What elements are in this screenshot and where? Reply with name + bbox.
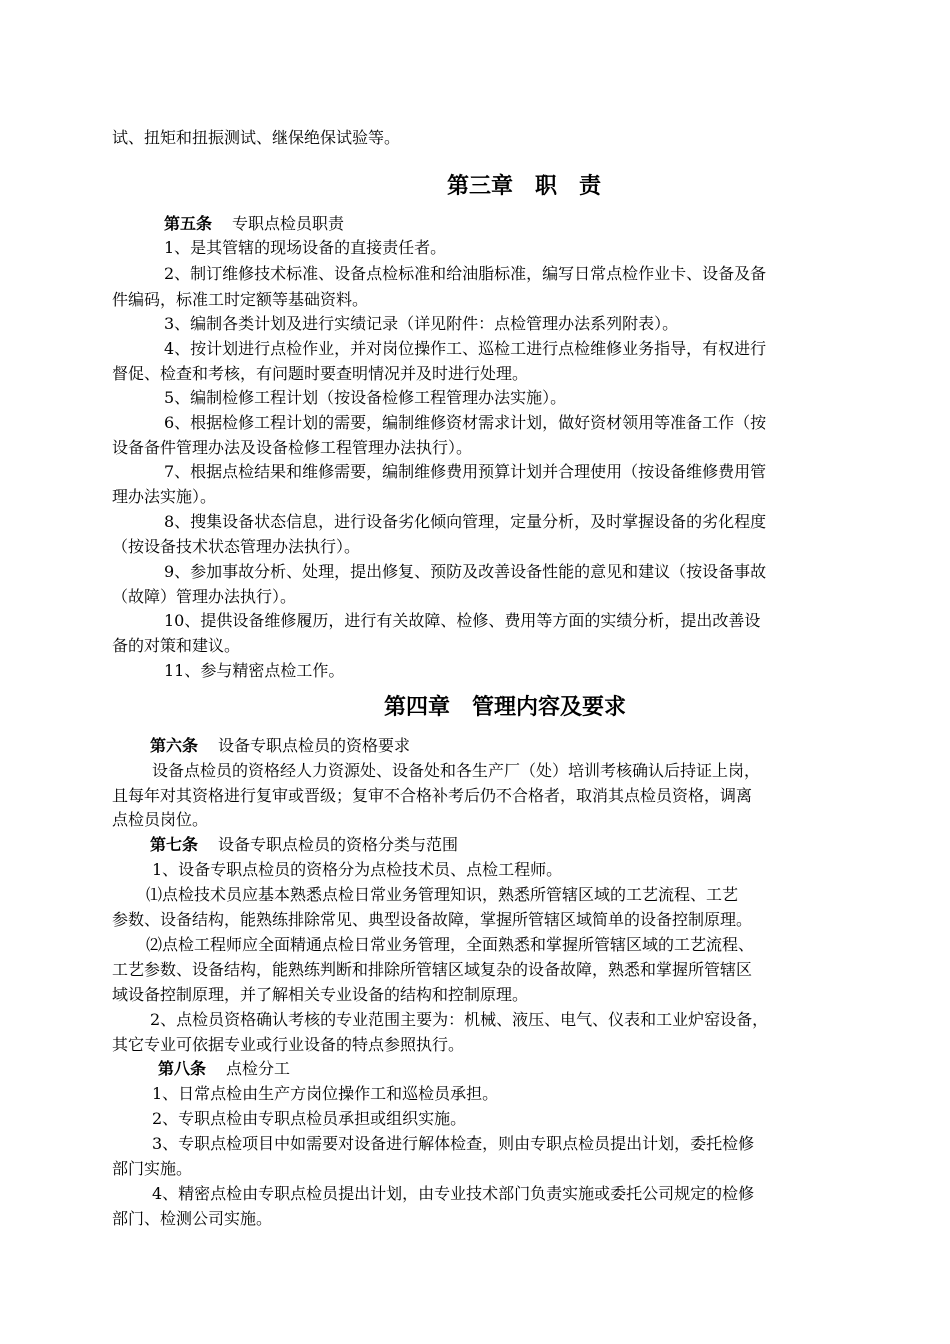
text-line: 件编码，标准工时定额等基础资料。 [112,290,369,309]
text-line: （按设备技术状态管理办法执行）。 [112,537,361,556]
text-line: 理办法实施）。 [112,487,217,506]
text-line: 备的对策和建议。 [112,636,241,655]
text-line: 部门、检测公司实施。 [112,1209,273,1228]
text-line: 9、参加事故分析、处理，提出修复、预防及改善设备性能的意见和建议（按设备事故 [164,562,767,581]
text-line: 6、根据检修工程计划的需要，编制维修资材需求计划，做好资材领用等准备工作（按 [164,413,767,432]
text-line: 10、提供设备维修履历，进行有关故障、检修、费用等方面的实绩分析，提出改善设 [164,611,761,630]
text-line: 其它专业可依据专业或行业设备的特点参照执行。 [112,1035,465,1054]
text-line: 试、扭矩和扭振测试、继保绝保试验等。 [112,128,401,147]
text-line: 4、按计划进行点检作业，并对岗位操作工、巡检工进行点检维修业务指导，有权进行 [164,339,767,358]
text-line: 设备备件管理办法及设备检修工程管理办法执行）。 [112,438,473,457]
article-seven-title: 设备专职点检员的资格分类与范围 [218,835,459,854]
article-seven-label: 第七条 [150,835,199,854]
text-line: 设备点检员的资格经人力资源处、设备处和各生产厂（处）培训考核确认后持证上岗， [152,761,761,780]
text-line: 工艺参数、设备结构，能熟练判断和排除所管辖区域复杂的设备故障，熟悉和掌握所管辖区 [112,960,753,979]
text-line: 域设备控制原理，并了解相关专业设备的结构和控制原理。 [112,985,529,1004]
article-six-title: 设备专职点检员的资格要求 [218,736,411,755]
text-line: 2、点检员资格确认考核的专业范围主要为：机械、液压、电气、仪表和工业炉窑设备， [150,1010,769,1029]
text-line: 3、专职点检项目中如需要对设备进行解体检查，则由专职点检员提出计划，委托检修 [152,1134,755,1153]
text-line: 1、日常点检由生产方岗位操作工和巡检员承担。 [152,1084,499,1103]
article-eight-title: 点检分工 [226,1059,291,1078]
text-line: 1、设备专职点检员的资格分为点检技术员、点检工程师。 [152,860,563,879]
text-line: 3、编制各类计划及进行实绩记录（详见附件：点检管理办法系列附表）。 [164,314,679,333]
text-line: 8、搜集设备状态信息，进行设备劣化倾向管理，定量分析，及时掌握设备的劣化程度 [164,512,767,531]
text-line: ⑴点检技术员应基本熟悉点检日常业务管理知识，熟悉所管辖区域的工艺流程、工艺 [146,885,739,904]
text-line: 11、参与精密点检工作。 [164,661,345,680]
text-line: 2、制订维修技术标准、设备点检标准和给油脂标准，编写日常点检作业卡、设备及备 [164,264,767,283]
text-line: 4、精密点检由专职点检员提出计划，由专业技术部门负责实施或委托公司规定的检修 [152,1184,755,1203]
text-line: 参数、设备结构，能熟练排除常见、典型设备故障，掌握所管辖区域简单的设备控制原理。 [112,910,753,929]
chapter-four-heading: 第四章 管理内容及要求 [384,695,627,720]
chapter-three-heading: 第三章 职 责 [447,174,602,199]
text-line: （故障）管理办法执行）。 [112,587,297,606]
text-line: 且每年对其资格进行复审或晋级；复审不合格补考后仍不合格者，取消其点检员资格，调离 [112,786,753,805]
text-line: 2、专职点检由专职点检员承担或组织实施。 [152,1109,467,1128]
text-line: 5、编制检修工程计划（按设备检修工程管理办法实施）。 [164,388,567,407]
text-line: 督促、检查和考核，有问题时要查明情况并及时进行处理。 [112,364,529,383]
text-line: 1、是其管辖的现场设备的直接责任者。 [164,238,447,257]
text-line: 7、根据点检结果和维修需要，编制维修费用预算计划并合理使用（按设备维修费用管 [164,462,767,481]
text-line: ⑵点检工程师应全面精通点检日常业务管理，全面熟悉和掌握所管辖区域的工艺流程、 [146,935,755,954]
article-five-title: 专职点检员职责 [232,214,345,233]
article-eight-label: 第八条 [158,1059,207,1078]
text-line: 点检员岗位。 [112,810,209,829]
article-five-label: 第五条 [164,214,213,233]
text-line: 部门实施。 [112,1159,193,1178]
article-six-label: 第六条 [150,736,199,755]
